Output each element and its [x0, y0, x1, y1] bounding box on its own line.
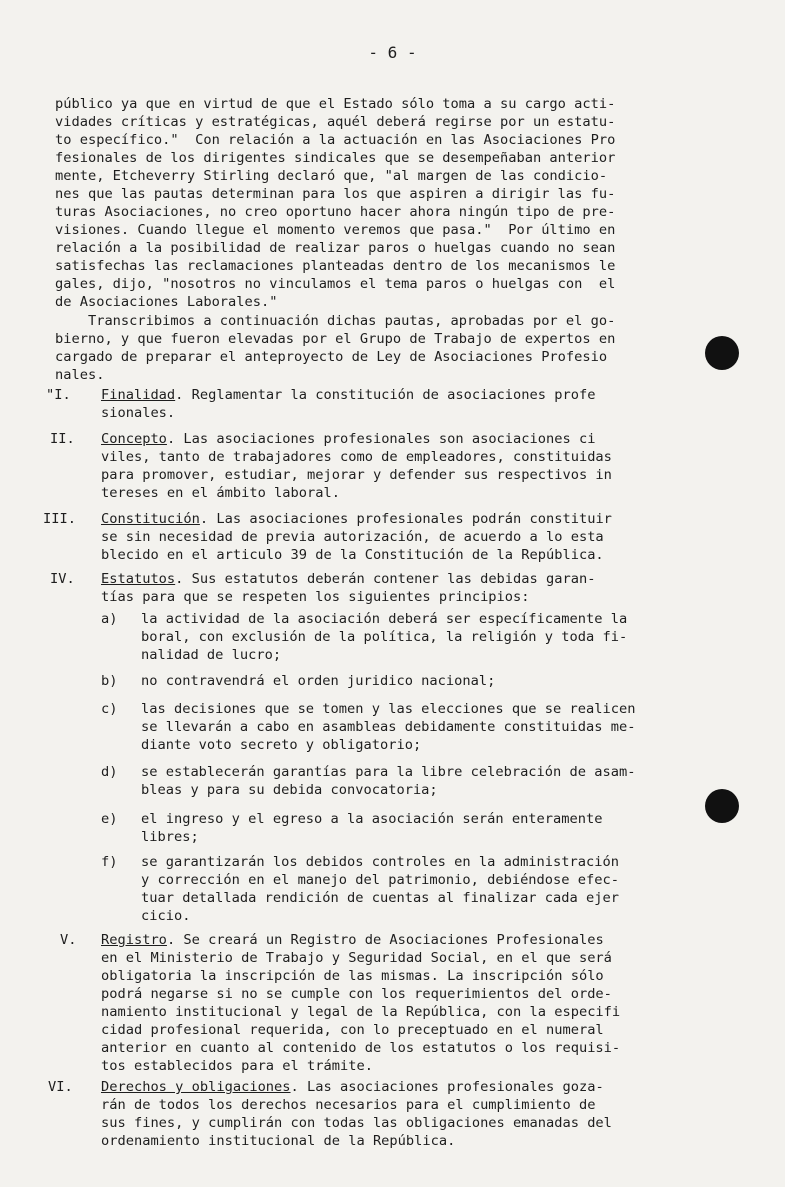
section-numeral: II. [50, 431, 75, 447]
page-number: - 6 - [368, 43, 417, 62]
section-title: Constitución [101, 511, 200, 527]
intro-paragraph: público ya que en virtud de que el Estado sólo toma a su cargo acti- vidades críticas y estratégicas, aquél deberá regirse por un estatu- to específico." Con relación a la actuación en las Asociaciones Pro fesionales de los dirigentes sindicales que se desempeñaban anterior mente, Etcheverry Stirling declaró que, "al margen de las condicio- nes que las pautas determinan para los que aspiren a dirigir las fu- turas Asociaciones, no creo oportuno hacer ahora ningún tipo de pre- visiones. Cuando llegue el momento veremos que pasa." Por último en relación a la posibilidad de realizar paros o huelgas cuando no sean satisfechas las reclamaciones planteadas dentro de los mecanismos le gales, dijo, "nosotros no vinculamos el tema paros o huelgas con el de Asociaciones Laborales." [55, 96, 616, 310]
section-text: . Se creará un Registro de Asociaciones Profesionales en el Ministerio de Trabajo y Seguridad Social, en el que será obligatoria la inscripción de las mismas. La inscripción sólo podrá negarse si no se cumple con los requerimientos del orde- namiento institucional y legal de la República, con la especifi cidad profesional requerida, con lo preceptuado en el numeral anterior en cuanto al contenido de los estatutos o los requisi- tos establecidos para el trámite. [101, 932, 621, 1074]
subitem-c: las decisiones que se tomen y las elecciones que se realicen se llevarán a cabo en asambleas debidamente constituidas me- diante voto secreto y obligatorio; [141, 701, 636, 753]
section-title: Derechos y obligaciones [101, 1079, 291, 1095]
subitem-letter: d) [101, 764, 118, 780]
binder-hole-top [705, 336, 739, 370]
subitem-letter: e) [101, 811, 118, 827]
subitem-letter: a) [101, 611, 118, 627]
subitem-e: el ingreso y el egreso a la asociación serán enteramente libres; [141, 811, 603, 845]
subitem-letter: c) [101, 701, 118, 717]
section-text: . Sus estatutos deberán contener las debidas garan- tías para que se respeten los siguientes principios: [101, 571, 596, 605]
section-estatutos [101, 570, 761, 606]
subitem-d: se establecerán garantías para la libre celebración de asam- bleas y para su debida convocatoria; [141, 764, 636, 798]
section-text: . Las asociaciones profesionales goza- rán de todos los derechos necesarios para el cumplimiento de sus fines, y cumplirán con todas las obligaciones emanadas del ordenamiento institucional de la República. [101, 1079, 612, 1149]
subitem-f: se garantizarán los debidos controles en la administración y corrección en el manejo del patrimonio, debiéndose efec- tuar detallada rendición de cuentas al finalizar cada ejer cicio. [141, 854, 619, 924]
section-title: Registro [101, 932, 167, 948]
section-finalidad [101, 386, 761, 422]
subitem-letter: b) [101, 673, 118, 689]
section-derechos [101, 1078, 761, 1150]
section-numeral: III. [43, 511, 76, 527]
section-text: . Las asociaciones profesionales son asociaciones ci viles, tanto de trabajadores como de empleadores, constituidas para promover, estudiar, mejorar y defender sus respectivos in tereses en el ámbito laboral. [101, 431, 612, 501]
section-title: Concepto [101, 431, 167, 447]
section-title: Finalidad [101, 387, 176, 403]
subitem-letter: f) [101, 854, 118, 870]
binder-hole-bottom [705, 789, 739, 823]
section-numeral: IV. [50, 571, 75, 587]
section-numeral: V. [60, 932, 77, 948]
section-concepto [101, 430, 761, 502]
subitem-a: la actividad de la asociación deberá ser específicamente la boral, con exclusión de la política, la religión y toda fi- nalidad de lucro; [141, 611, 628, 663]
section-registro [101, 931, 761, 1075]
section-title: Estatutos [101, 571, 176, 587]
section-text: . Las asociaciones profesionales podrán constituir se sin necesidad de previa autorización, de acuerdo a lo esta blecido en el articulo 39 de la Constitución de la República. [101, 511, 612, 563]
transcription-paragraph: Transcribimos a continuación dichas pautas, aprobadas por el go- bierno, y que fueron elevadas por el Grupo de Trabajo de expertos en cargado de preparar el anteproyecto de Ley de Asociaciones Profesio nales. [55, 313, 616, 383]
section-numeral: VI. [48, 1079, 73, 1095]
section-text: . Reglamentar la constitución de asociaciones profe sionales. [101, 387, 596, 421]
subitem-b: no contravendrá el orden juridico nacional; [141, 673, 496, 689]
section-numeral: "I. [46, 387, 71, 403]
section-constitucion [101, 510, 761, 564]
